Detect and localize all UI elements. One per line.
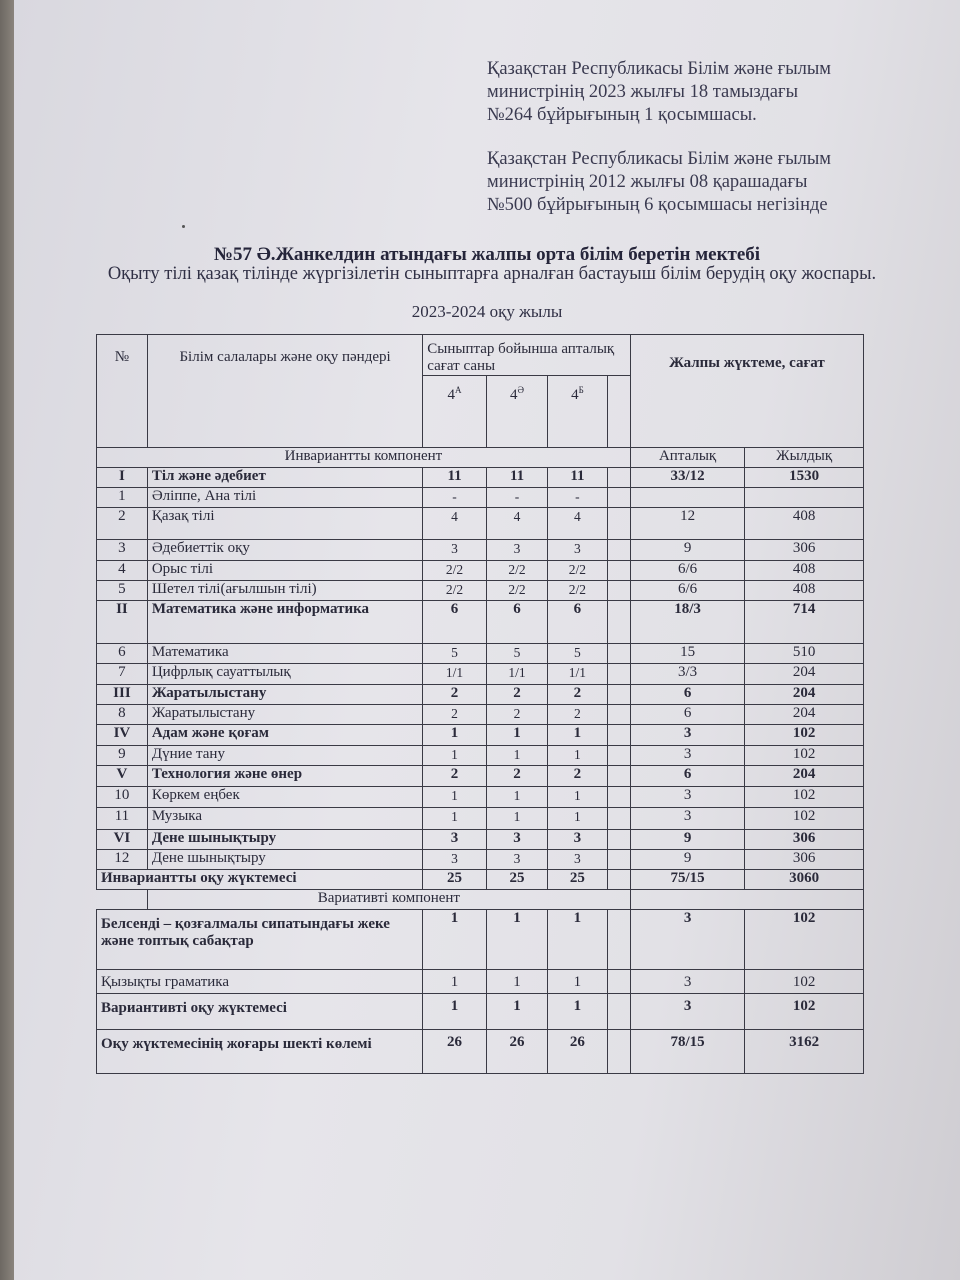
cell-4o: 1 xyxy=(486,787,547,808)
cell-4b: 2 xyxy=(548,705,607,725)
header-num: № xyxy=(97,335,148,448)
cell-4a: 2 xyxy=(423,766,487,787)
max-load-row xyxy=(97,1030,864,1074)
cell-4o: 1 xyxy=(486,970,547,994)
subject-name: Адам және қоғам xyxy=(147,725,422,746)
variative-row xyxy=(97,910,864,970)
cell-4o: 2 xyxy=(486,766,547,787)
max-load-label: Оқу жүктемесінің жоғары шекті көлемі xyxy=(97,1030,423,1074)
cell-4o: 25 xyxy=(486,870,547,890)
cell-yearly: 102 xyxy=(745,725,864,746)
empty-cell xyxy=(607,561,630,581)
empty-cell xyxy=(607,664,630,685)
empty-cell xyxy=(607,540,630,561)
row-number: 11 xyxy=(97,808,148,830)
cell-yearly: 3060 xyxy=(745,870,864,890)
subject-row xyxy=(97,644,864,664)
cell-4b: 6 xyxy=(548,601,607,644)
cell-weekly: 18/3 xyxy=(630,601,744,644)
cell-4a: 1 xyxy=(423,746,487,766)
cell-4a: 1 xyxy=(423,910,487,970)
cell-4b: 3 xyxy=(548,540,607,561)
cell-4o: 1 xyxy=(486,808,547,830)
class-4b: $4^Б$ xyxy=(548,376,607,448)
cell-4a: 11 xyxy=(423,468,487,488)
cell-yearly: 204 xyxy=(745,664,864,685)
cell-weekly: 15 xyxy=(630,644,744,664)
section-row xyxy=(97,725,864,746)
subject-row xyxy=(97,488,864,508)
yearly-total-header: Жылдық xyxy=(745,448,864,468)
empty-cell xyxy=(607,601,630,644)
subject-name: Шетел тілі(ағылшын тілі) xyxy=(147,581,422,601)
subject-row xyxy=(97,705,864,725)
header-total-load: Жалпы жүктеме, сағат xyxy=(630,335,863,448)
empty-cell xyxy=(607,994,630,1030)
empty-cell xyxy=(607,808,630,830)
subject-row xyxy=(97,746,864,766)
empty-cell xyxy=(607,766,630,787)
invariant-component-label: Инвариантты компонент xyxy=(97,448,631,468)
cell-4o: 6 xyxy=(486,601,547,644)
empty-cell xyxy=(607,1030,630,1074)
row-number: 5 xyxy=(97,581,148,601)
cell-4b: 2/2 xyxy=(548,561,607,581)
cell-yearly: 204 xyxy=(745,705,864,725)
empty-cell xyxy=(607,581,630,601)
cell-weekly: 33/12 xyxy=(630,468,744,488)
cell-4o: 2/2 xyxy=(486,561,547,581)
cell-4o: 2/2 xyxy=(486,581,547,601)
invariant-total-row xyxy=(97,870,864,890)
cell-yearly: 204 xyxy=(745,685,864,705)
variative-subject: Белсенді – қозғалмалы сипатындағы жеке және топтық сабақтар xyxy=(97,910,423,970)
study-plan-table xyxy=(96,334,864,1074)
cell-4o: - xyxy=(486,488,547,508)
cell-4o: 1 xyxy=(486,746,547,766)
cell-4b: 5 xyxy=(548,644,607,664)
cell-4b: 3 xyxy=(548,850,607,870)
cell-4o: 11 xyxy=(486,468,547,488)
row-number: 6 xyxy=(97,644,148,664)
cell-4b: 1/1 xyxy=(548,664,607,685)
variative-total-row xyxy=(97,994,864,1030)
subject-row xyxy=(97,508,864,540)
note-line: №500 бұйрығының 6 қосымшасы негізінде xyxy=(487,195,828,215)
row-number: VI xyxy=(97,830,148,850)
empty-cell xyxy=(607,787,630,808)
cell-4b: 4 xyxy=(548,508,607,540)
row-number: 2 xyxy=(97,508,148,540)
header-weekly-hours: Сыныптар бойынша апталық сағат саны xyxy=(423,335,631,376)
note-line: Қазақстан Республикасы Білім және ғылым xyxy=(487,149,832,169)
cell-4a: 1 xyxy=(423,787,487,808)
cell-yearly: 306 xyxy=(745,830,864,850)
row-number: 12 xyxy=(97,850,148,870)
cell-yearly: 102 xyxy=(745,910,864,970)
row-number: 7 xyxy=(97,664,148,685)
row-number: 8 xyxy=(97,705,148,725)
empty-cell xyxy=(607,970,630,994)
subject-name: Музыка xyxy=(147,808,422,830)
empty-cell xyxy=(607,685,630,705)
subject-row xyxy=(97,808,864,830)
cell-4b: 2 xyxy=(548,685,607,705)
empty-cell xyxy=(630,890,863,910)
variative-row xyxy=(97,970,864,994)
subject-name: Қазақ тілі xyxy=(147,508,422,540)
cell-weekly: 3 xyxy=(630,910,744,970)
cell-yearly: 306 xyxy=(745,850,864,870)
variative-subject: Қызықты граматика xyxy=(97,970,423,994)
cell-4a: 2/2 xyxy=(423,581,487,601)
cell-4b: 2 xyxy=(548,766,607,787)
subject-row xyxy=(97,850,864,870)
row-number: 1 xyxy=(97,488,148,508)
cell-4a: 26 xyxy=(423,1030,487,1074)
cell-weekly: 3 xyxy=(630,994,744,1030)
cell-yearly xyxy=(745,488,864,508)
row-number: 4 xyxy=(97,561,148,581)
cell-weekly: 3 xyxy=(630,746,744,766)
empty-cell xyxy=(97,890,148,910)
cell-4a: 3 xyxy=(423,830,487,850)
cell-yearly: 306 xyxy=(745,540,864,561)
appendix-note-top xyxy=(487,58,831,127)
cell-4a: 5 xyxy=(423,644,487,664)
empty-cell xyxy=(607,870,630,890)
empty-cell xyxy=(607,508,630,540)
empty-cell xyxy=(607,376,630,448)
document-page xyxy=(14,0,960,1280)
section-row xyxy=(97,685,864,705)
cell-4b: 1 xyxy=(548,994,607,1030)
cell-4b: 1 xyxy=(548,787,607,808)
subject-row xyxy=(97,787,864,808)
plan-subtitle: Оқыту тілі қазақ тілінде жүргізілетін сыныптарға арналған бастауыш білім берудің оқу жоспары. xyxy=(107,264,877,284)
empty-cell xyxy=(607,746,630,766)
cell-4b: 1 xyxy=(548,970,607,994)
cell-4b: 1 xyxy=(548,746,607,766)
row-number: III xyxy=(97,685,148,705)
row-number: I xyxy=(97,468,148,488)
subject-row xyxy=(97,561,864,581)
cell-4a: 1 xyxy=(423,808,487,830)
cell-4o: 3 xyxy=(486,830,547,850)
cell-4a: 2 xyxy=(423,705,487,725)
cell-4a: - xyxy=(423,488,487,508)
empty-cell xyxy=(607,910,630,970)
cell-4o: 4 xyxy=(486,508,547,540)
cell-weekly: 3 xyxy=(630,787,744,808)
subject-name: Дене шынықтыру xyxy=(147,850,422,870)
cell-weekly: 3 xyxy=(630,808,744,830)
cell-4o: 1 xyxy=(486,725,547,746)
cell-weekly: 6 xyxy=(630,685,744,705)
appendix-note-bottom xyxy=(487,148,831,217)
subject-name: Жаратылыстану xyxy=(147,705,422,725)
cell-weekly xyxy=(630,488,744,508)
school-title: №57 Ә.Жанкелдин атындағы жалпы орта білім беретін мектебі xyxy=(213,244,761,265)
note-line: Қазақстан Республикасы Білім және ғылым xyxy=(487,59,832,79)
cell-4b: 1 xyxy=(548,808,607,830)
cell-yearly: 102 xyxy=(745,970,864,994)
row-number: IV xyxy=(97,725,148,746)
row-number: II xyxy=(97,601,148,644)
cell-4a: 2 xyxy=(423,685,487,705)
cell-4o: 3 xyxy=(486,850,547,870)
subject-rows xyxy=(97,468,864,870)
cell-4a: 25 xyxy=(423,870,487,890)
row-number: V xyxy=(97,766,148,787)
academic-year: 2023-2024 оқу жылы xyxy=(411,302,563,321)
subject-name: Көркем еңбек xyxy=(147,787,422,808)
cell-4b: - xyxy=(548,488,607,508)
empty-cell xyxy=(607,705,630,725)
cell-4a: 2/2 xyxy=(423,561,487,581)
empty-cell xyxy=(607,850,630,870)
cell-weekly: 9 xyxy=(630,850,744,870)
cell-4o: 26 xyxy=(486,1030,547,1074)
cell-4o: 1 xyxy=(486,994,547,1030)
stray-mark xyxy=(182,225,185,228)
subject-row xyxy=(97,540,864,561)
cell-4o: 5 xyxy=(486,644,547,664)
row-number: 3 xyxy=(97,540,148,561)
subject-name: Орыс тілі xyxy=(147,561,422,581)
subject-name: Математика және информатика xyxy=(147,601,422,644)
cell-weekly: 9 xyxy=(630,540,744,561)
invariant-header-row xyxy=(97,448,864,468)
class-4a: $4^А$ xyxy=(423,376,487,448)
cell-4o: 1 xyxy=(486,910,547,970)
variative-component-label: Вариативті компонент xyxy=(147,890,630,910)
cell-4o: 3 xyxy=(486,540,547,561)
weekly-total-header: Апталық xyxy=(630,448,744,468)
cell-weekly: 75/15 xyxy=(630,870,744,890)
cell-4o: 2 xyxy=(486,685,547,705)
cell-yearly: 408 xyxy=(745,561,864,581)
subject-name: Жаратылыстану xyxy=(147,685,422,705)
cell-yearly: 102 xyxy=(745,808,864,830)
cell-weekly: 12 xyxy=(630,508,744,540)
row-number: 9 xyxy=(97,746,148,766)
cell-yearly: 102 xyxy=(745,994,864,1030)
cell-4b: 3 xyxy=(548,830,607,850)
cell-yearly: 714 xyxy=(745,601,864,644)
section-row xyxy=(97,468,864,488)
cell-4b: 1 xyxy=(548,725,607,746)
cell-yearly: 3162 xyxy=(745,1030,864,1074)
cell-weekly: 3/3 xyxy=(630,664,744,685)
cell-4b: 25 xyxy=(548,870,607,890)
class-4o: $4^Ә$ xyxy=(486,376,547,448)
empty-cell xyxy=(607,725,630,746)
cell-yearly: 1530 xyxy=(745,468,864,488)
subject-name: Математика xyxy=(147,644,422,664)
cell-weekly: 6/6 xyxy=(630,561,744,581)
subject-name: Технология және өнер xyxy=(147,766,422,787)
cell-weekly: 6 xyxy=(630,705,744,725)
cell-4a: 1 xyxy=(423,725,487,746)
variative-header-row xyxy=(97,890,864,910)
note-line: министрінің 2023 жылғы 18 тамыздағы xyxy=(487,82,798,102)
subject-name: Әліппе, Ана тілі xyxy=(147,488,422,508)
subject-row xyxy=(97,664,864,685)
cell-4b: 26 xyxy=(548,1030,607,1074)
cell-yearly: 408 xyxy=(745,508,864,540)
cell-4o: 2 xyxy=(486,705,547,725)
cell-weekly: 6 xyxy=(630,766,744,787)
subject-name: Дүние тану xyxy=(147,746,422,766)
cell-4a: 4 xyxy=(423,508,487,540)
subject-name: Әдебиеттік оқу xyxy=(147,540,422,561)
subject-name: Дене шынықтыру xyxy=(147,830,422,850)
cell-4a: 1 xyxy=(423,994,487,1030)
cell-weekly: 6/6 xyxy=(630,581,744,601)
cell-weekly: 78/15 xyxy=(630,1030,744,1074)
section-row xyxy=(97,766,864,787)
empty-cell xyxy=(607,488,630,508)
section-row xyxy=(97,830,864,850)
note-line: №264 бұйрығының 1 қосымшасы. xyxy=(487,105,757,125)
cell-4b: 1 xyxy=(548,910,607,970)
cell-4a: 3 xyxy=(423,850,487,870)
cell-4a: 1/1 xyxy=(423,664,487,685)
cell-yearly: 408 xyxy=(745,581,864,601)
invariant-total-label: Инвариантты оқу жүктемесі xyxy=(97,870,423,890)
cell-yearly: 204 xyxy=(745,766,864,787)
cell-4b: 2/2 xyxy=(548,581,607,601)
cell-weekly: 3 xyxy=(630,725,744,746)
cell-weekly: 3 xyxy=(630,970,744,994)
variative-total-label: Вариантивті оқу жүктемесі xyxy=(97,994,423,1030)
header-subjects: Білім салалары және оқу пәндері xyxy=(147,335,422,448)
section-row xyxy=(97,601,864,644)
cell-yearly: 102 xyxy=(745,746,864,766)
cell-4o: 1/1 xyxy=(486,664,547,685)
empty-cell xyxy=(607,468,630,488)
desk-edge xyxy=(0,0,14,1280)
cell-yearly: 510 xyxy=(745,644,864,664)
cell-4b: 11 xyxy=(548,468,607,488)
row-number: 10 xyxy=(97,787,148,808)
cell-4a: 6 xyxy=(423,601,487,644)
cell-4a: 1 xyxy=(423,970,487,994)
cell-weekly: 9 xyxy=(630,830,744,850)
header-row xyxy=(97,335,864,376)
subject-name: Цифрлық сауаттылық xyxy=(147,664,422,685)
note-line: министрінің 2012 жылғы 08 қарашадағы xyxy=(487,172,808,192)
cell-4a: 3 xyxy=(423,540,487,561)
subject-name: Тіл және әдебиет xyxy=(147,468,422,488)
subject-row xyxy=(97,581,864,601)
empty-cell xyxy=(607,644,630,664)
cell-yearly: 102 xyxy=(745,787,864,808)
empty-cell xyxy=(607,830,630,850)
